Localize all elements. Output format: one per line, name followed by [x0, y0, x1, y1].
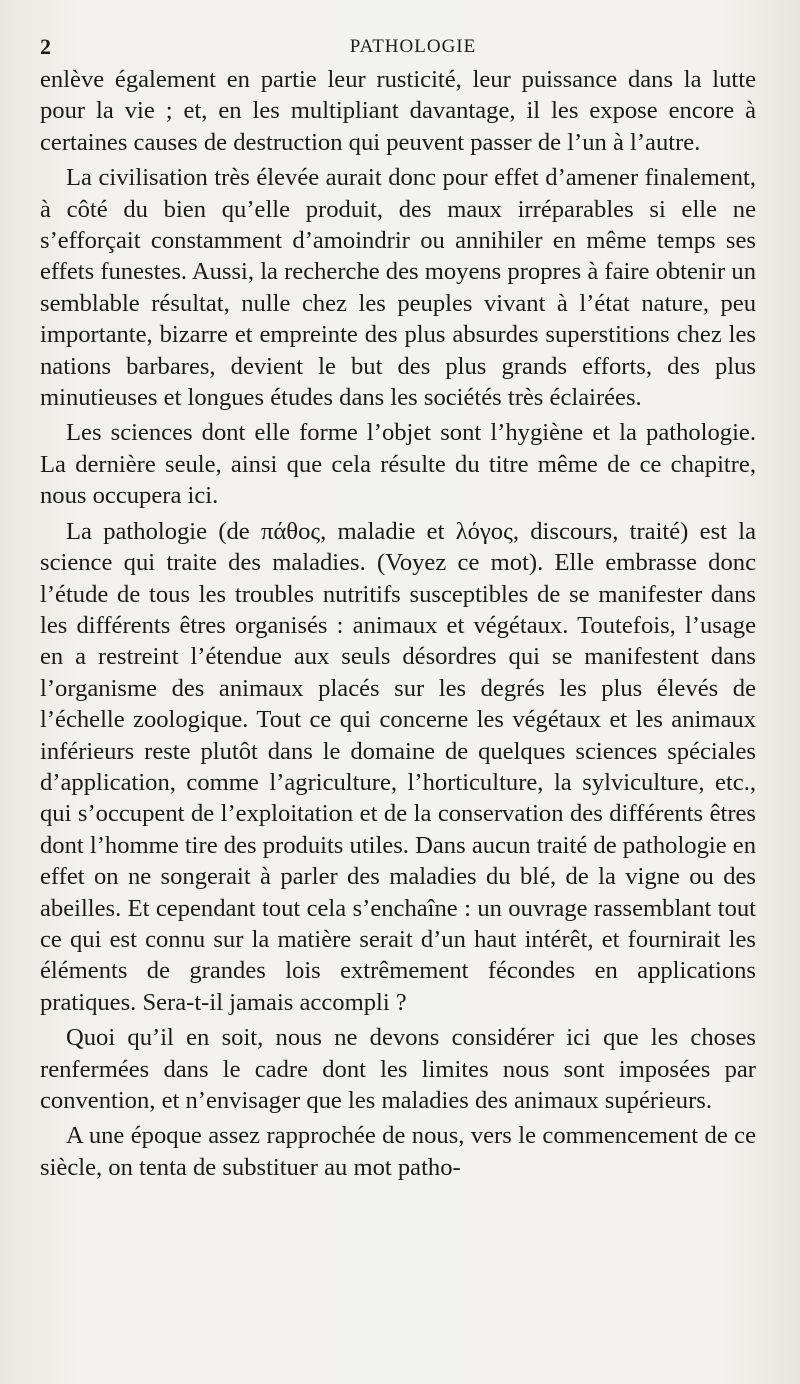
- paragraph: Quoi qu’il en soit, nous ne devons considérer ici que les choses renfermées dans le cadre dont les limites nous sont imposées par convention, et n’envisager que les maladies des animaux supérieurs.: [40, 1024, 756, 1114]
- paragraph: La civilisation très élevée aurait donc pour effet d’amener finalement, à côté du bien qu’elle produit, des maux irréparables si elle ne s’efforçait constamment d’amoindrir ou annihiler en même temps ses effets funestes. Aussi, la recherche des moyens propres à faire obtenir un semblable résultat, nulle chez les peuples vivant à l’état nature, peu importante, bizarre et empreinte des plus absurdes superstitions chez les nations barbares, devient le but des plus grands efforts, des plus minutieuses et longues études dans les sociétés très éclairées.: [40, 164, 756, 412]
- body-text: [40, 64, 756, 1183]
- paragraph: La pathologie (de πάθος, maladie et λόγος, discours, traité) est la science qui traite des maladies. (Voyez ce mot). Elle embrasse donc l’étude de tous les troubles nutritifs susceptibles de se manifester dans les différents êtres organisés : animaux et végétaux. Toutefois, l’usage en a restreint l’étendue aux seuls désordres qui se manifestent dans l’organisme des animaux placés sur les degrés les plus élevés de l’échelle zoologique. Tout ce qui concerne les végétaux et les animaux inférieurs reste plutôt dans le domaine de quelques sciences spéciales d’application, comme l’agriculture, l’horticulture, la sylviculture, etc., qui s’occupent de l’exploitation et de la conservation des différents êtres dont l’homme tire des produits utiles. Dans aucun traité de pathologie en effet on ne songerait à parler des maladies du blé, de la vigne ou des abeilles. Et cependant tout cela s’enchaîne : un ouvrage rassemblant tout ce qui est connu sur la matière serait d’un haut intérêt, et fournirait les éléments de grandes lois extrêmement fécondes en applications pratiques. Sera-t-il jamais accompli ?: [40, 517, 756, 1016]
- running-head: [40, 30, 756, 64]
- running-title: PATHOLOGIE: [349, 36, 477, 57]
- paragraph: A une époque assez rapprochée de nous, vers le commencement de ce siècle, on tenta de substituer au mot patho-: [40, 1122, 756, 1181]
- paragraph: Les sciences dont elle forme l’objet sont l’hygiène et la pathologie. La dernière seule, ainsi que cela résulte du titre même de ce chapitre, nous occupera ici.: [40, 419, 756, 510]
- paragraph-continued: enlève également en partie leur rusticité, leur puissance dans la lutte pour la vie ; et, en les multipliant davantage, il les expose encore à certaines causes de destruction qui peuvent passer de l’un à l’autre.: [40, 66, 756, 156]
- page-number: 2: [40, 34, 51, 59]
